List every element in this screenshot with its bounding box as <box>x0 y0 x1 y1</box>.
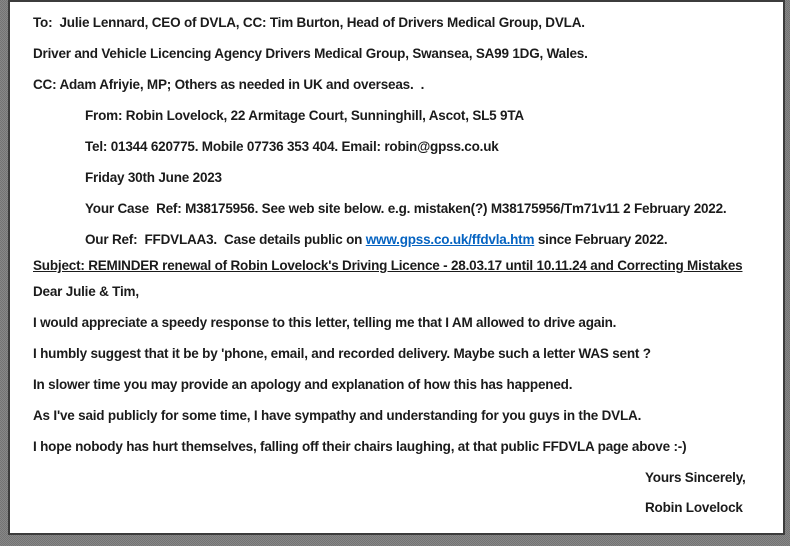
recipient-line-agency: Driver and Vehicle Licencing Agency Drivers Medical Group, Swansea, SA99 1DG, Wales. <box>33 46 588 61</box>
body-line-humbly-suggest: I humbly suggest that it be by 'phone, email, and recorded delivery. Maybe such a letter WAS sent ? <box>33 346 651 361</box>
letter-content <box>10 2 783 517</box>
recipient-line-to: To: Julie Lennard, CEO of DVLA, CC: Tim Burton, Head of Drivers Medical Group, DVLA. <box>33 15 585 30</box>
body-line-sympathy: As I've said publicly for some time, I have sympathy and understanding for you guys in the DVLA. <box>33 408 642 423</box>
our-ref-text-post: since February 2022. <box>534 232 668 247</box>
salutation: Dear Julie & Tim, <box>33 284 139 299</box>
letter-date: Friday 30th June 2023 <box>85 170 222 185</box>
signature-name: Robin Lovelock <box>645 500 743 515</box>
your-case-ref-line: Your Case Ref: M38175956. See web site below. e.g. mistaken(?) M38175956/Tm71v11 2 February 2022. <box>85 201 727 216</box>
letter-page <box>8 0 785 535</box>
our-ref-line <box>33 231 783 249</box>
body-line-apology: In slower time you may provide an apology and explanation of how this has happened. <box>33 377 573 392</box>
valediction: Yours Sincerely, <box>645 470 746 485</box>
subject-line: Subject: REMINDER renewal of Robin Lovelock's Driving Licence - 28.03.17 until 10.11.24 and Correcting Mistakes <box>33 258 743 273</box>
body-line-speedy-response: I would appreciate a speedy response to this letter, telling me that I AM allowed to drive again. <box>33 315 617 330</box>
sender-line-tel: Tel: 01344 620775. Mobile 07736 353 404. Email: robin@gpss.co.uk <box>85 139 499 154</box>
sender-line-from: From: Robin Lovelock, 22 Armitage Court, Sunninghill, Ascot, SL5 9TA <box>85 108 524 123</box>
recipient-line-cc: CC: Adam Afriyie, MP; Others as needed in UK and overseas. . <box>33 77 425 92</box>
ffdvla-page-link[interactable]: www.gpss.co.uk/ffdvla.htm <box>365 232 535 247</box>
signature-block <box>645 469 783 517</box>
our-ref-text-pre: Our Ref: FFDVLAA3. Case details public on <box>85 232 366 247</box>
body-line-laughing: I hope nobody has hurt themselves, falling off their chairs laughing, at that public FFDVLA page above :-) <box>33 439 687 454</box>
